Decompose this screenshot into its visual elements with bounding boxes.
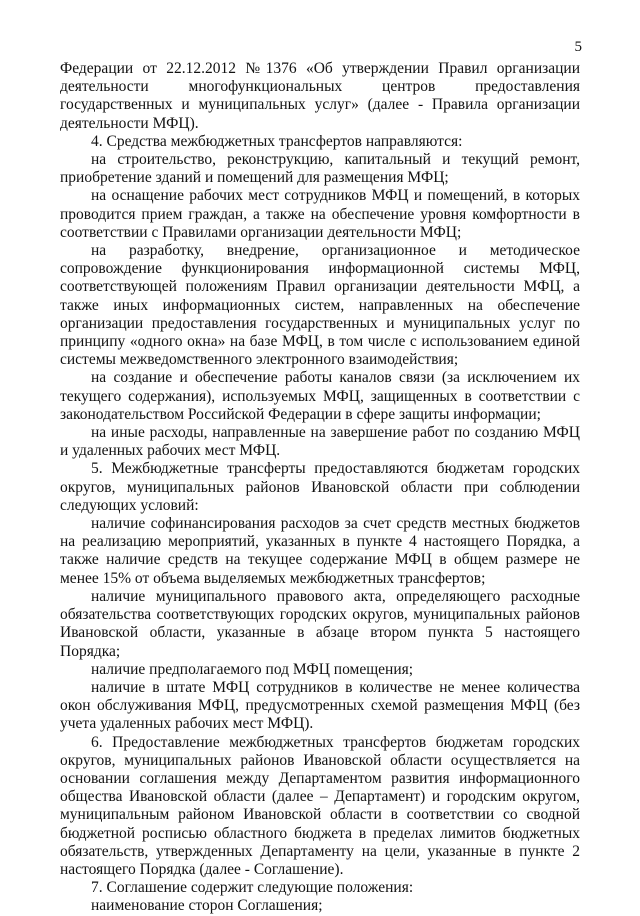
paragraph-item-4-information-system: на разработку, внедрение, организационное и методическое сопровождение функционирования информационной системы МФЦ, соответствующей положениям Правил организации деятельности МФЦ, а также иных информационных систем, направленных на обеспечение организации предоставления государственных и муниципальных услуг по принципу «одного окна» на базе МФЦ, в том числе с использованием единой системы межведомственного электронного взаимодействия; [60, 242, 580, 369]
paragraph-item-4-other-expenses: на иные расходы, направленные на завершение работ по созданию МФЦ и удаленных рабочих мест МФЦ. [60, 424, 580, 460]
paragraph-item-5-premises: наличие предполагаемого под МФЦ помещения; [91, 660, 414, 678]
paragraph-item-7-heading: 7. Соглашение содержит следующие положения: [91, 879, 414, 897]
paragraph-item-5-heading: 5. Межбюджетные трансферты предоставляются бюджетам городских округов, муниципальных районов Ивановской области при соблюдении следующих условий: [60, 460, 580, 514]
paragraph-continuation: Федерации от 22.12.2012 №1376 «Об утверждении Правил организации деятельности многофункциональных центров предоставления государственных и муниципальных услуг» (далее - Правила организации деятельности МФЦ). [60, 60, 580, 132]
page-number: 5 [574, 39, 582, 55]
paragraph-item-5-staff: наличие в штате МФЦ сотрудников в количестве не менее количества окон обслуживания МФЦ, предусмотренных схемой размещения МФЦ (без учета удаленных рабочих мест МФЦ). [60, 678, 580, 733]
paragraph-item-5-cofinancing: наличие софинансирования расходов за счет средств местных бюджетов на реализацию мероприятий, указанных в пункте 4 настоящего Порядка, а также наличие средств на текущее содержание МФЦ в общем размере не менее 15% от объема выделяемых межбюджетных трансфертов; [60, 515, 580, 587]
paragraph-item-5-legal-act: наличие муниципального правового акта, определяющего расходные обязательства соответствующих городских округов, муниципальных районов Ивановской области, указанные в абзаце втором пункта 5 настоящего Порядка; [60, 587, 580, 660]
paragraph-item-4-heading: 4. Средства межбюджетных трансфертов направляются: [91, 132, 463, 150]
paragraph-item-4-construction: на строительство, реконструкцию, капитальный и текущий ремонт, приобретение зданий и помещений для размещения МФЦ; [60, 151, 580, 187]
paragraph-item-4-communication-channels: на создание и обеспечение работы каналов связи (за исключением их текущего содержания), используемых МФЦ, защищенных в соответствии с законодательством Российской Федерации в сфере защиты информации; [60, 369, 580, 423]
paragraph-item-7-parties: наименование сторон Соглашения; [91, 897, 323, 915]
paragraph-item-6: 6. Предоставление межбюджетных трансфертов бюджетам городских округов, муниципальных районов Ивановской области осуществляется на основании соглашения между Департаментом развития информационного общества Ивановской области (далее – Департамент) и городским округом, муниципальным районом Ивановской области в соответствии со сводной бюджетной росписью областного бюджета в пределах лимитов бюджетных обязательств, утвержденных Департаменту на цели, указанные в пункте 2 настоящего Порядка (далее - Соглашение). [60, 733, 580, 878]
paragraph-item-4-equipment: на оснащение рабочих мест сотрудников МФЦ и помещений, в которых проводится прием граждан, а также на обеспечение уровня комфортности в соответствии с Правилами организации деятельности МФЦ; [60, 187, 580, 241]
document-body [60, 60, 580, 916]
